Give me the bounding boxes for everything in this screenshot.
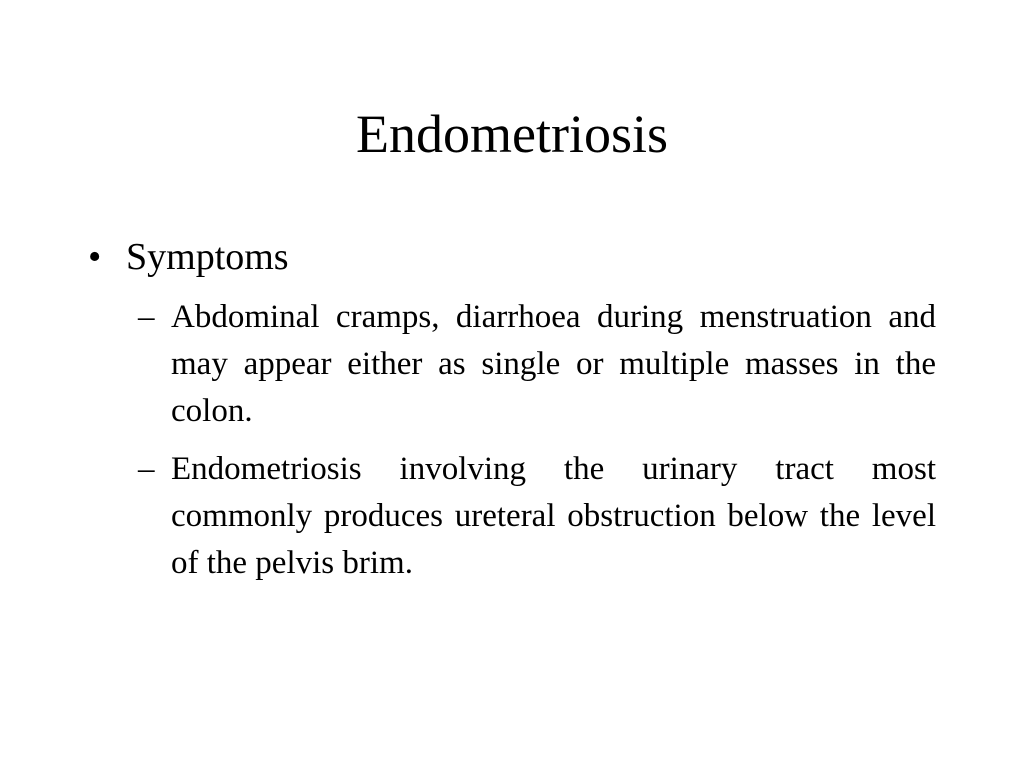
bullet-dot-icon: • <box>88 236 102 278</box>
bullet-text: Symptoms <box>126 236 289 278</box>
sub-bullet-item <box>138 446 936 587</box>
sub-bullet-item <box>138 294 936 435</box>
dash-bullet-icon: – <box>138 451 155 487</box>
sub-bullet-text: Endometriosis involving the urinary tract most commonly produces ureteral obstruction below the level of the pelvis brim. <box>171 451 936 581</box>
slide-title: Endometriosis <box>356 104 668 164</box>
sub-bullet-text: Abdominal cramps, diarrhoea during menstruation and may appear either as single or multiple masses in the colon. <box>171 299 936 429</box>
dash-bullet-icon: – <box>138 299 155 335</box>
